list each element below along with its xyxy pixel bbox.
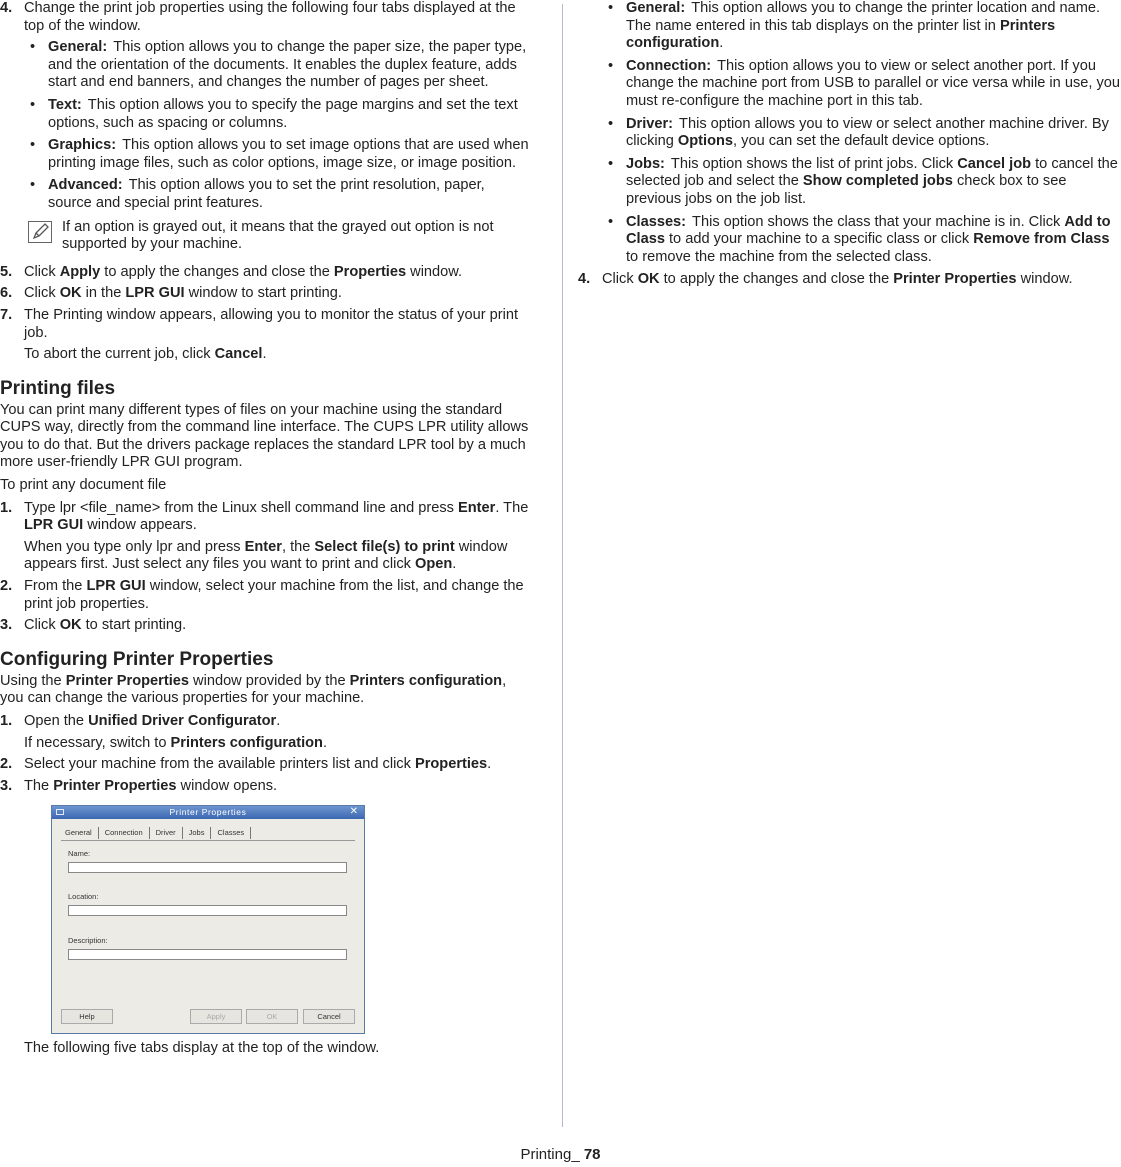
printing-step-3: 3. Click OK to start printing. bbox=[0, 617, 187, 634]
step-text: Change the print job properties using the following four tabs displayed at the top of the window. bbox=[24, 0, 516, 34]
bullet-connection-tab: • Connection: This option allows you to view or select another port. If you change the machine port from USB to parallel or vice versa while in use, you must re-configure the machine port in this tab. bbox=[608, 57, 1120, 109]
dialog-title-bar bbox=[52, 806, 364, 819]
step-5: 5. Click Apply to apply the changes and close the Properties window. bbox=[0, 263, 463, 280]
bullet-driver-tab: • Driver: This option allows you to view or select another machine driver. By clicking Options, you can set the default device options. bbox=[608, 115, 1109, 150]
five-tabs-text: The following five tabs display at the top of the window. bbox=[24, 1040, 380, 1057]
config-step-1: 1. Open the Unified Driver Configurator. If necessary, switch to Printers configuration. bbox=[0, 713, 328, 751]
location-input[interactable] bbox=[68, 905, 347, 916]
tab-jobs[interactable]: Jobs bbox=[183, 827, 212, 839]
step-7: 7. The Printing window appears, allowing you to monitor the status of your print job. To abort the current job, click Cancel. bbox=[0, 306, 519, 363]
heading-configuring-printer-properties: Configuring Printer Properties bbox=[0, 648, 274, 670]
bullet-general-tab: • General: This option allows you to change the printer location and name. The name entered in this tab displays on the printer list in Printers configuration. bbox=[608, 0, 1101, 52]
footer-section: Printing_ bbox=[520, 1146, 580, 1163]
printing-files-intro: You can print many different types of files on your machine using the standard CUPS way, directly from the command line interface. The CUPS LPR utility allows you to do that. But the drivers package replaces the standard LPR tool by a much more user-friendly LPR GUI program. bbox=[0, 401, 529, 471]
close-icon[interactable]: ✕ bbox=[349, 806, 358, 818]
printer-properties-dialog bbox=[51, 805, 365, 1034]
name-label: Name: bbox=[68, 849, 91, 859]
name-input[interactable] bbox=[68, 862, 347, 873]
location-label: Location: bbox=[68, 892, 99, 902]
bullet-jobs-tab: • Jobs: This option shows the list of print jobs. Click Cancel job to cancel the selected job and select the Show completed jobs check box to see previous jobs on the job list. bbox=[608, 155, 1118, 207]
description-input[interactable] bbox=[68, 949, 347, 960]
printing-step-2: 2. From the LPR GUI window, select your machine from the list, and change the print job properties. bbox=[0, 578, 524, 612]
page-footer bbox=[0, 1146, 1121, 1164]
general-tab-pane bbox=[61, 840, 355, 1001]
dialog-title: Printer Properties bbox=[169, 807, 247, 818]
printing-step-1: 1. Type lpr <file_name> from the Linux shell command line and press Enter. The LPR GUI window appears. When you type only lpr and press Enter, the Select file(s) to print window appears first. Just select any files you want to print and click Open. bbox=[0, 499, 529, 573]
page-number: 78 bbox=[583, 1146, 601, 1163]
step-number: 4. bbox=[0, 0, 13, 16]
column-divider bbox=[562, 4, 563, 1127]
config-step-2: 2. Select your machine from the available printers list and click Properties. bbox=[0, 756, 492, 773]
dialog-tabs bbox=[61, 827, 251, 840]
help-button[interactable]: Help bbox=[61, 1009, 113, 1024]
step-6: 6. Click OK in the LPR GUI window to start printing. bbox=[0, 285, 342, 302]
heading-printing-files: Printing files bbox=[0, 377, 116, 399]
note bbox=[0, 219, 530, 254]
tab-connection[interactable]: Connection bbox=[99, 827, 150, 839]
bullet-classes-tab: • Classes: This option shows the class that your machine is in. Click Add to Class to add your machine to a specific class or click Remove from Class to remove the machine from the selected class. bbox=[608, 213, 1111, 265]
bullet-general: • General: This option allows you to change the paper size, the paper type, and the orientation of the documents. It enables the duplex feature, adds start and end banners, and changes the number of pages per sheet. bbox=[30, 39, 527, 91]
tab-general[interactable]: General bbox=[61, 827, 99, 839]
config-intro: Using the Printer Properties window provided by the Printers configuration, you can change the various properties for your machine. bbox=[0, 672, 507, 707]
bullet-text: • Text: This option allows you to specify the page margins and set the text options, such as spacing or columns. bbox=[30, 96, 518, 131]
bullet-graphics: • Graphics: This option allows you to set image options that are used when printing image files, such as color options, image size, or image position. bbox=[30, 137, 529, 171]
note-text: If an option is grayed out, it means that the grayed out option is not supported by your machine. bbox=[62, 218, 494, 253]
tab-driver[interactable]: Driver bbox=[150, 827, 183, 839]
config-step-3: 3. The Printer Properties window opens. bbox=[0, 777, 278, 794]
cancel-button[interactable]: Cancel bbox=[303, 1009, 355, 1024]
printing-files-lead: To print any document file bbox=[0, 477, 167, 494]
left-column bbox=[0, 0, 530, 1063]
note-pencil-icon bbox=[28, 221, 52, 243]
apply-button[interactable]: Apply bbox=[190, 1009, 242, 1024]
bullet-advanced: • Advanced: This option allows you to set the print resolution, paper, source and special print features. bbox=[30, 177, 485, 211]
step-4 bbox=[0, 0, 530, 35]
right-column bbox=[578, 0, 1121, 293]
description-label: Description: bbox=[68, 936, 108, 946]
tab-classes[interactable]: Classes bbox=[211, 827, 251, 839]
ok-button[interactable]: OK bbox=[246, 1009, 298, 1024]
right-step-4: 4. Click OK to apply the changes and close the Printer Properties window. bbox=[578, 271, 1073, 288]
